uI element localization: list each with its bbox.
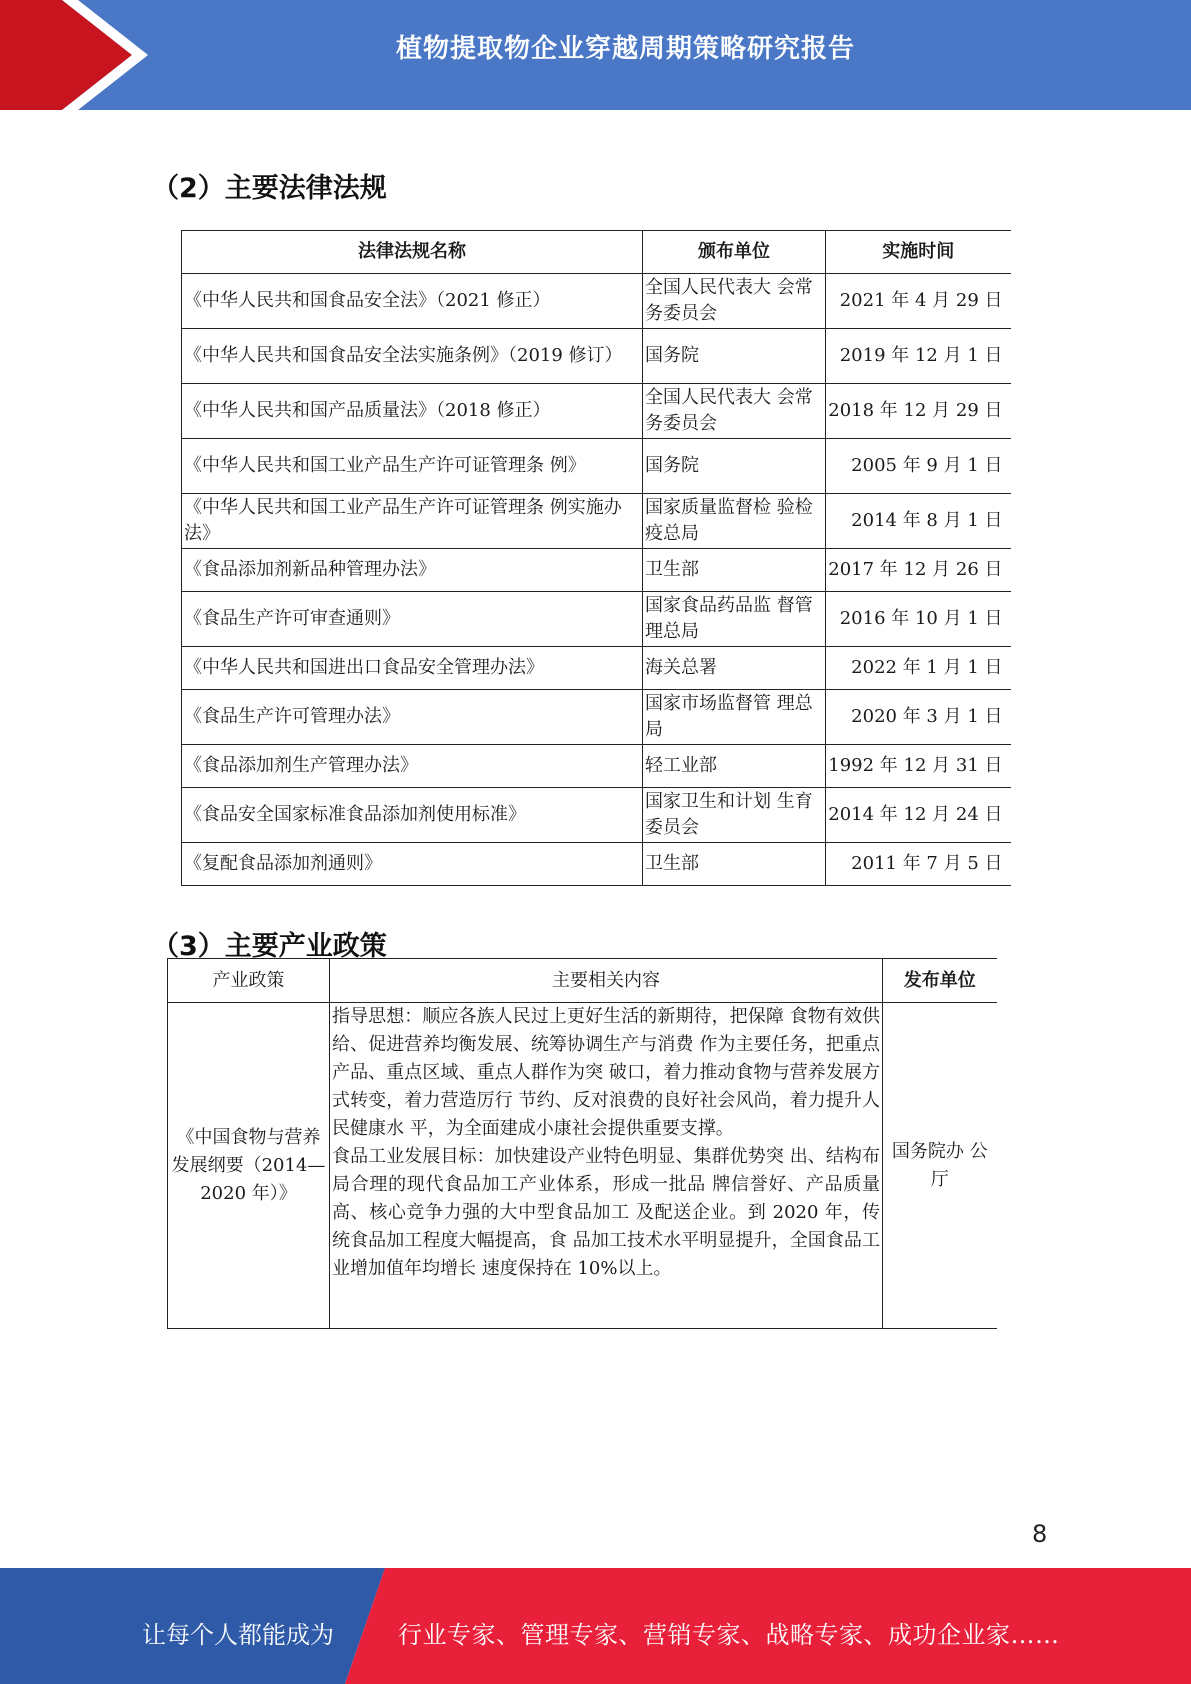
law-date: 2022 年 1 月 1 日 <box>826 647 1011 690</box>
column-header-issuer: 颁布单位 <box>643 231 826 274</box>
footer-band <box>0 1568 1191 1684</box>
policy-industry-goals: 食品工业发展目标：加快建设产业特色明显、集群优势突 出、结构布局合理的现代食品加工产业体系，形成一批品 牌信誉好、产品质量高、核心竞争力强的大中型食品加工 及配送企业。到 2020 年，传统食品加工程度大幅提高，食 品加工技术水平明显提升，全国食品工业增加值年均增长 速度保持在 10%以上。 <box>332 1146 880 1279</box>
law-issuer: 海关总署 <box>643 647 826 690</box>
table-row <box>182 329 1011 384</box>
column-header-publisher: 发布单位 <box>883 959 997 1003</box>
law-name: 《食品生产许可管理办法》 <box>182 690 643 745</box>
law-name: 《中华人民共和国进出口食品安全管理办法》 <box>182 647 643 690</box>
law-issuer: 国家食品药品监 督管理总局 <box>643 592 826 647</box>
report-title: 植物提取物企业穿越周期策略研究报告 <box>395 34 855 64</box>
law-date: 2005 年 9 月 1 日 <box>826 439 1011 494</box>
law-name: 《食品添加剂新品种管理办法》 <box>182 549 643 592</box>
page-number: 8 <box>1032 1520 1048 1548</box>
law-name: 《复配食品添加剂通则》 <box>182 843 643 886</box>
table-row <box>182 745 1011 788</box>
law-name: 《中华人民共和国食品安全法》（2021 修正） <box>182 274 643 329</box>
law-issuer: 国务院 <box>643 329 826 384</box>
policy-content <box>330 1003 883 1329</box>
law-date: 2021 年 4 月 29 日 <box>826 274 1011 329</box>
law-issuer: 卫生部 <box>643 549 826 592</box>
law-name: 《中华人民共和国工业产品生产许可证管理条 例》 <box>182 439 643 494</box>
table-header-row <box>168 959 997 1003</box>
policy-guiding-ideology: 指导思想：顺应各族人民过上更好生活的新期待，把保障 食物有效供给、促进营养均衡发展、统筹协调生产与消费 作为主要任务，把重点产品、重点区域、重点人群作为突 破口，着力推动食物与营养发展方式转变，着力营造厉行 节约、反对浪费的良好社会风尚，着力提升人民健康水 平，为全面建成小康社会提供重要支撑。 <box>332 1006 880 1139</box>
table-row <box>182 788 1011 843</box>
law-issuer: 国家卫生和计划 生育委员会 <box>643 788 826 843</box>
law-name: 《中华人民共和国工业产品生产许可证管理条 例实施办法》 <box>182 494 643 549</box>
table-row <box>182 274 1011 329</box>
policy-table <box>167 958 997 1329</box>
law-date: 2020 年 3 月 1 日 <box>826 690 1011 745</box>
table-row <box>182 592 1011 647</box>
laws-table <box>181 230 1011 886</box>
footer-slogan-left: 让每个人都能成为 <box>142 1621 334 1649</box>
law-date: 2014 年 12 月 24 日 <box>826 788 1011 843</box>
table-row <box>182 690 1011 745</box>
law-date: 2011 年 7 月 5 日 <box>826 843 1011 886</box>
column-header-policy: 产业政策 <box>168 959 330 1003</box>
law-name: 《中华人民共和国食品安全法实施条例》（2019 修订） <box>182 329 643 384</box>
table-row <box>182 549 1011 592</box>
law-issuer: 卫生部 <box>643 843 826 886</box>
table-row <box>168 1003 997 1329</box>
table-row <box>182 647 1011 690</box>
law-issuer: 全国人民代表大 会常务委员会 <box>643 384 826 439</box>
law-date: 2014 年 8 月 1 日 <box>826 494 1011 549</box>
column-header-name: 法律法规名称 <box>182 231 643 274</box>
law-date: 2018 年 12 月 29 日 <box>826 384 1011 439</box>
header-chevron-decoration <box>0 0 160 110</box>
law-name: 《食品生产许可审查通则》 <box>182 592 643 647</box>
policy-name: 《中国食物与营养发展纲要（2014—2020 年）》 <box>168 1003 330 1329</box>
law-issuer: 国家质量监督检 验检疫总局 <box>643 494 826 549</box>
policy-section-heading: （3）主要产业政策 <box>152 931 387 962</box>
law-name: 《中华人民共和国产品质量法》（2018 修正） <box>182 384 643 439</box>
law-date: 2019 年 12 月 1 日 <box>826 329 1011 384</box>
table-header-row <box>182 231 1011 274</box>
law-issuer: 全国人民代表大 会常务委员会 <box>643 274 826 329</box>
header-band <box>0 0 1191 110</box>
law-issuer: 国务院 <box>643 439 826 494</box>
law-issuer: 轻工业部 <box>643 745 826 788</box>
footer-slogan-right: 行业专家、管理专家、营销专家、战略专家、成功企业家…… <box>398 1621 1060 1649</box>
law-date: 2017 年 12 月 26 日 <box>826 549 1011 592</box>
column-header-date: 实施时间 <box>826 231 1011 274</box>
table-row <box>182 494 1011 549</box>
law-name: 《食品安全国家标准食品添加剂使用标准》 <box>182 788 643 843</box>
column-header-content: 主要相关内容 <box>330 959 883 1003</box>
table-row <box>182 384 1011 439</box>
law-date: 1992 年 12 月 31 日 <box>826 745 1011 788</box>
table-row <box>182 843 1011 886</box>
law-issuer: 国家市场监督管 理总局 <box>643 690 826 745</box>
law-name: 《食品添加剂生产管理办法》 <box>182 745 643 788</box>
policy-publisher: 国务院办 公厅 <box>883 1003 997 1329</box>
laws-section-heading: （2）主要法律法规 <box>152 173 387 204</box>
table-row <box>182 439 1011 494</box>
law-date: 2016 年 10 月 1 日 <box>826 592 1011 647</box>
